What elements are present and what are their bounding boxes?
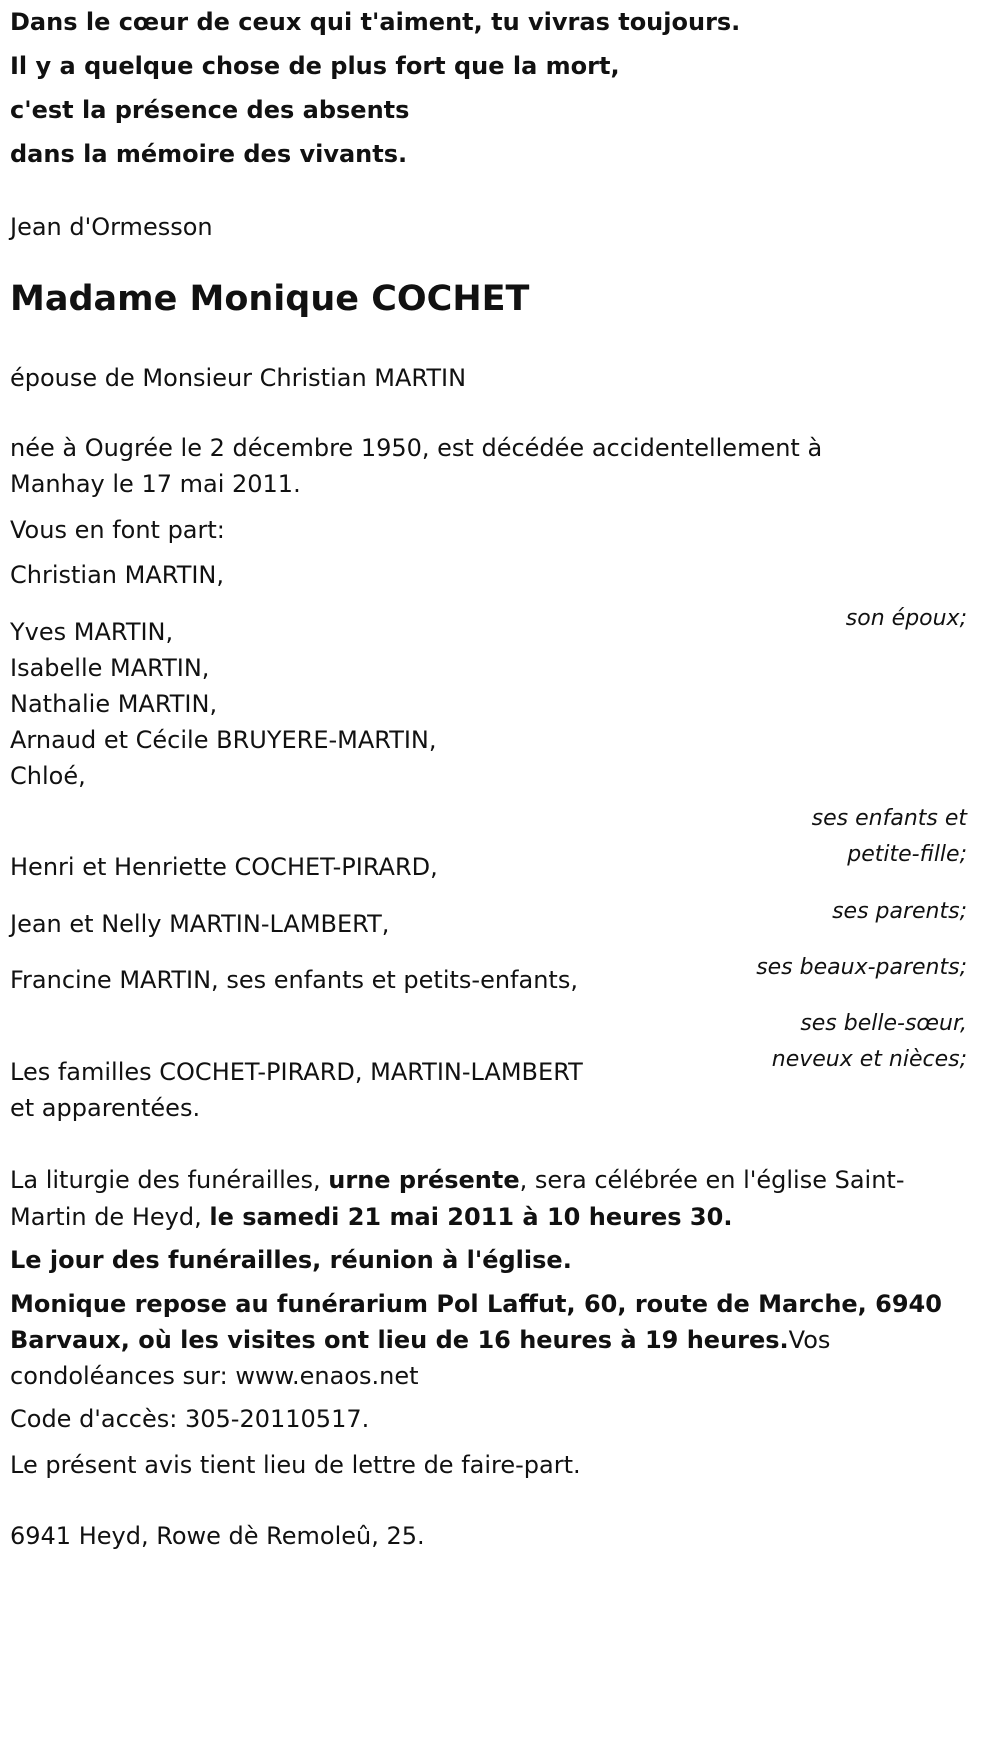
quote-author: Jean d'Ormesson: [10, 213, 213, 241]
notice-line: Le présent avis tient lieu de lettre de faire-part.: [10, 1451, 581, 1479]
rest-tail: Vos: [788, 1326, 831, 1354]
liturgy-text: Martin de Heyd,: [10, 1203, 210, 1231]
liturgy-text: , sera célébrée en l'église Saint-: [519, 1166, 905, 1194]
family-name: Arnaud et Cécile BRUYERE-MARTIN,: [10, 726, 437, 754]
family-name: et apparentées.: [10, 1094, 201, 1122]
deceased-name: Madame Monique COCHET: [10, 279, 530, 319]
family-name: Henri et Henriette COCHET-PIRARD,: [10, 853, 438, 881]
family-relation: neveux et nièces;: [771, 1047, 967, 1072]
family-name: Isabelle MARTIN,: [10, 654, 210, 682]
family-relation: ses belle-sœur,: [800, 1011, 967, 1036]
spouse-line: épouse de Monsieur Christian MARTIN: [10, 364, 467, 392]
quote-line-4: dans la mémoire des vivants.: [10, 140, 408, 168]
announcement-intro: Vous en font part:: [10, 516, 225, 544]
quote-line-2: Il y a quelque chose de plus fort que la mort,: [10, 52, 620, 80]
address-line: 6941 Heyd, Rowe dè Remoleû, 25.: [10, 1522, 425, 1550]
family-relation: ses parents;: [832, 899, 967, 924]
family-name: Nathalie MARTIN,: [10, 690, 218, 718]
family-relation: petite-fille;: [847, 842, 967, 867]
access-code: Code d'accès: 305-20110517.: [10, 1405, 370, 1433]
family-name: Christian MARTIN,: [10, 561, 225, 589]
family-relation: son époux;: [845, 606, 967, 631]
family-name: Yves MARTIN,: [10, 618, 174, 646]
liturgy-urn: urne présente: [328, 1166, 520, 1194]
family-name: Francine MARTIN, ses enfants et petits-enfants,: [10, 966, 578, 994]
family-relation: ses beaux-parents;: [756, 955, 967, 980]
family-name: Chloé,: [10, 762, 86, 790]
liturgy-line-1: [10, 1166, 904, 1194]
birth-death-line-1: née à Ougrée le 2 décembre 1950, est décédée accidentellement à: [10, 434, 823, 462]
family-name: Les familles COCHET-PIRARD, MARTIN-LAMBERT: [10, 1058, 583, 1086]
rest-visits: Barvaux, où les visites ont lieu de 16 heures à 19 heures.: [10, 1326, 789, 1354]
family-relation: ses enfants et: [811, 806, 967, 831]
meeting-line: Le jour des funérailles, réunion à l'église.: [10, 1246, 572, 1274]
condolences-line: condoléances sur: www.enaos.net: [10, 1362, 419, 1390]
liturgy-text: La liturgie des funérailles,: [10, 1166, 329, 1194]
birth-death-line-2: Manhay le 17 mai 2011.: [10, 470, 301, 498]
liturgy-line-2: [10, 1203, 732, 1231]
liturgy-date: le samedi 21 mai 2011 à 10 heures 30.: [209, 1203, 733, 1231]
quote-line-1: Dans le cœur de ceux qui t'aiment, tu vivras toujours.: [10, 8, 741, 36]
rest-line-2: [10, 1326, 830, 1354]
rest-line-1: Monique repose au funérarium Pol Laffut, 60, route de Marche, 6940: [10, 1290, 942, 1318]
quote-line-3: c'est la présence des absents: [10, 96, 410, 124]
family-name: Jean et Nelly MARTIN-LAMBERT,: [10, 910, 390, 938]
